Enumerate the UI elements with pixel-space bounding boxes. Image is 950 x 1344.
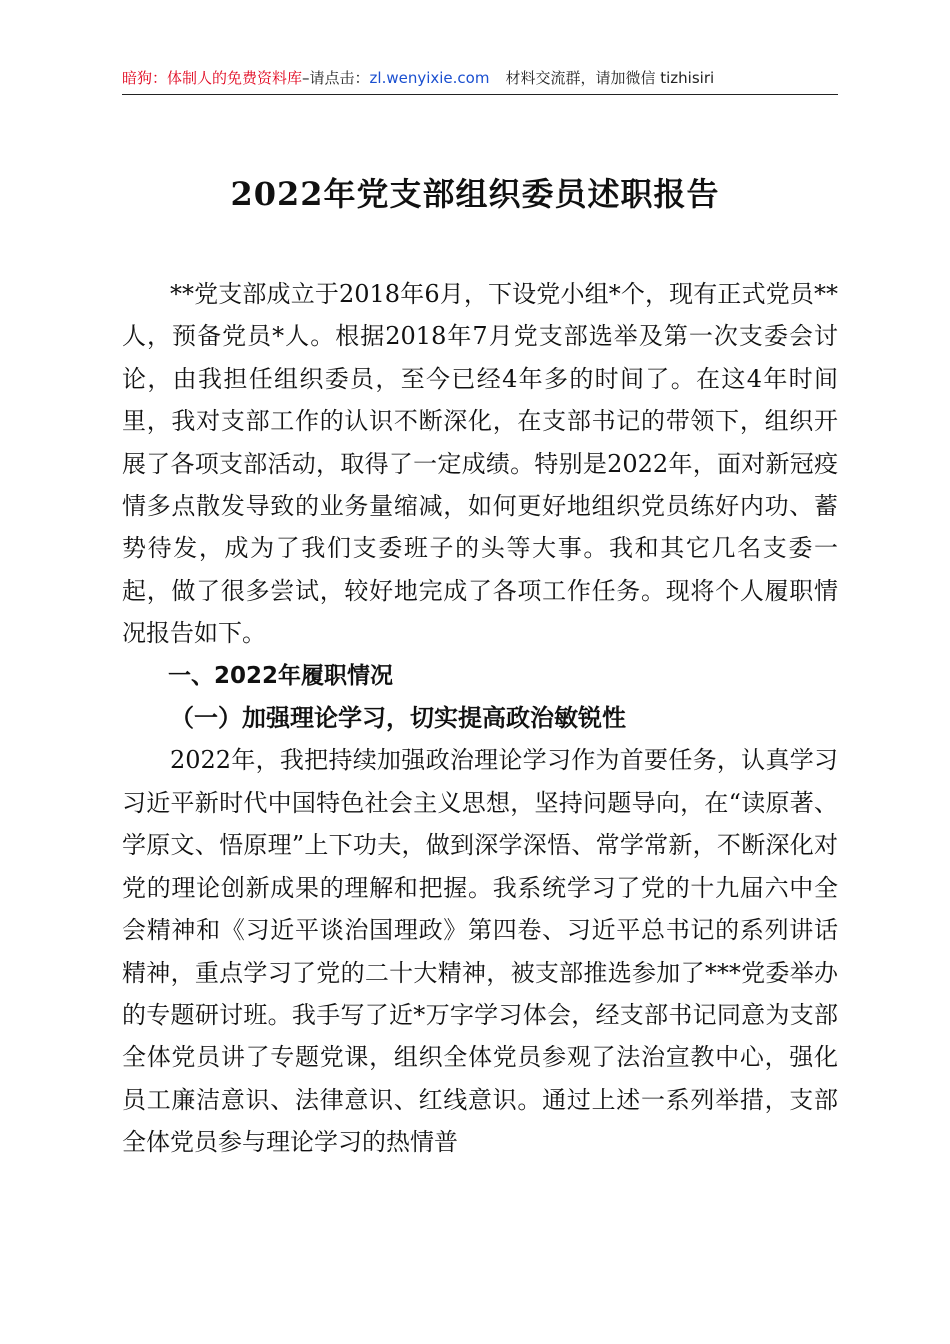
page-header [122,66,838,95]
header-click-prompt: –请点击： [302,69,370,87]
subsection-paragraph: 2022年，我把持续加强政治理论学习作为首要任务，认真学习习近平新时代中国特色社会主义思想，坚持问题导向，在“读原著、学原文、悟原理”上下功夫，做到深学深悟、常学常新，不断深化对党的理论创新成果的理解和把握。我系统学习了党的十九届六中全会精神和《习近平谈治国理政》第四卷、习近平总书记的系列讲话精神，重点学习了党的二十大精神，被支部推选参加了***党委举办的专题研讨班。我手写了近*万字学习体会，经支部书记同意为支部全体党员讲了专题党课，组织全体党员参观了法治宣教中心，强化员工廉洁意识、法律意识、红线意识。通过上述一系列举措，支部全体党员参与理论学习的热情普 [122,746,838,1157]
header-contact: 材料交流群，请加微信 tizhisiri [505,69,715,87]
intro-paragraph: **党支部成立于2018年6月，下设党小组*个，现有正式党员**人，预备党员*人。根据2018年7月党支部选举及第一次支委会讨论，由我担任组织委员，至今已经4年多的时间了。在这4年时间里，我对支部工作的认识不断深化，在支部书记的带领下，组织开展了各项支部活动，取得了一定成绩。特别是2022年，面对新冠疫情多点散发导致的业务量缩减，如何更好地组织党员练好内功、蓄势待发，成为了我们支委班子的头等大事。我和其它几名支委一起，做了很多尝试，较好地完成了各项工作任务。现将个人履职情况报告如下。 [122,280,838,648]
header-site-name: 暗狗：体制人的免费资料库 [122,69,303,87]
document-title: 2022年党支部组织委员述职报告 [230,175,720,213]
subsection-heading: （一）加强理论学习，切实提高政治敏锐性 [170,703,626,733]
section-heading: 一、2022年履职情况 [168,662,394,689]
header-url-link[interactable]: zl.wenyixie.com [369,69,490,87]
document-body [122,273,838,1164]
